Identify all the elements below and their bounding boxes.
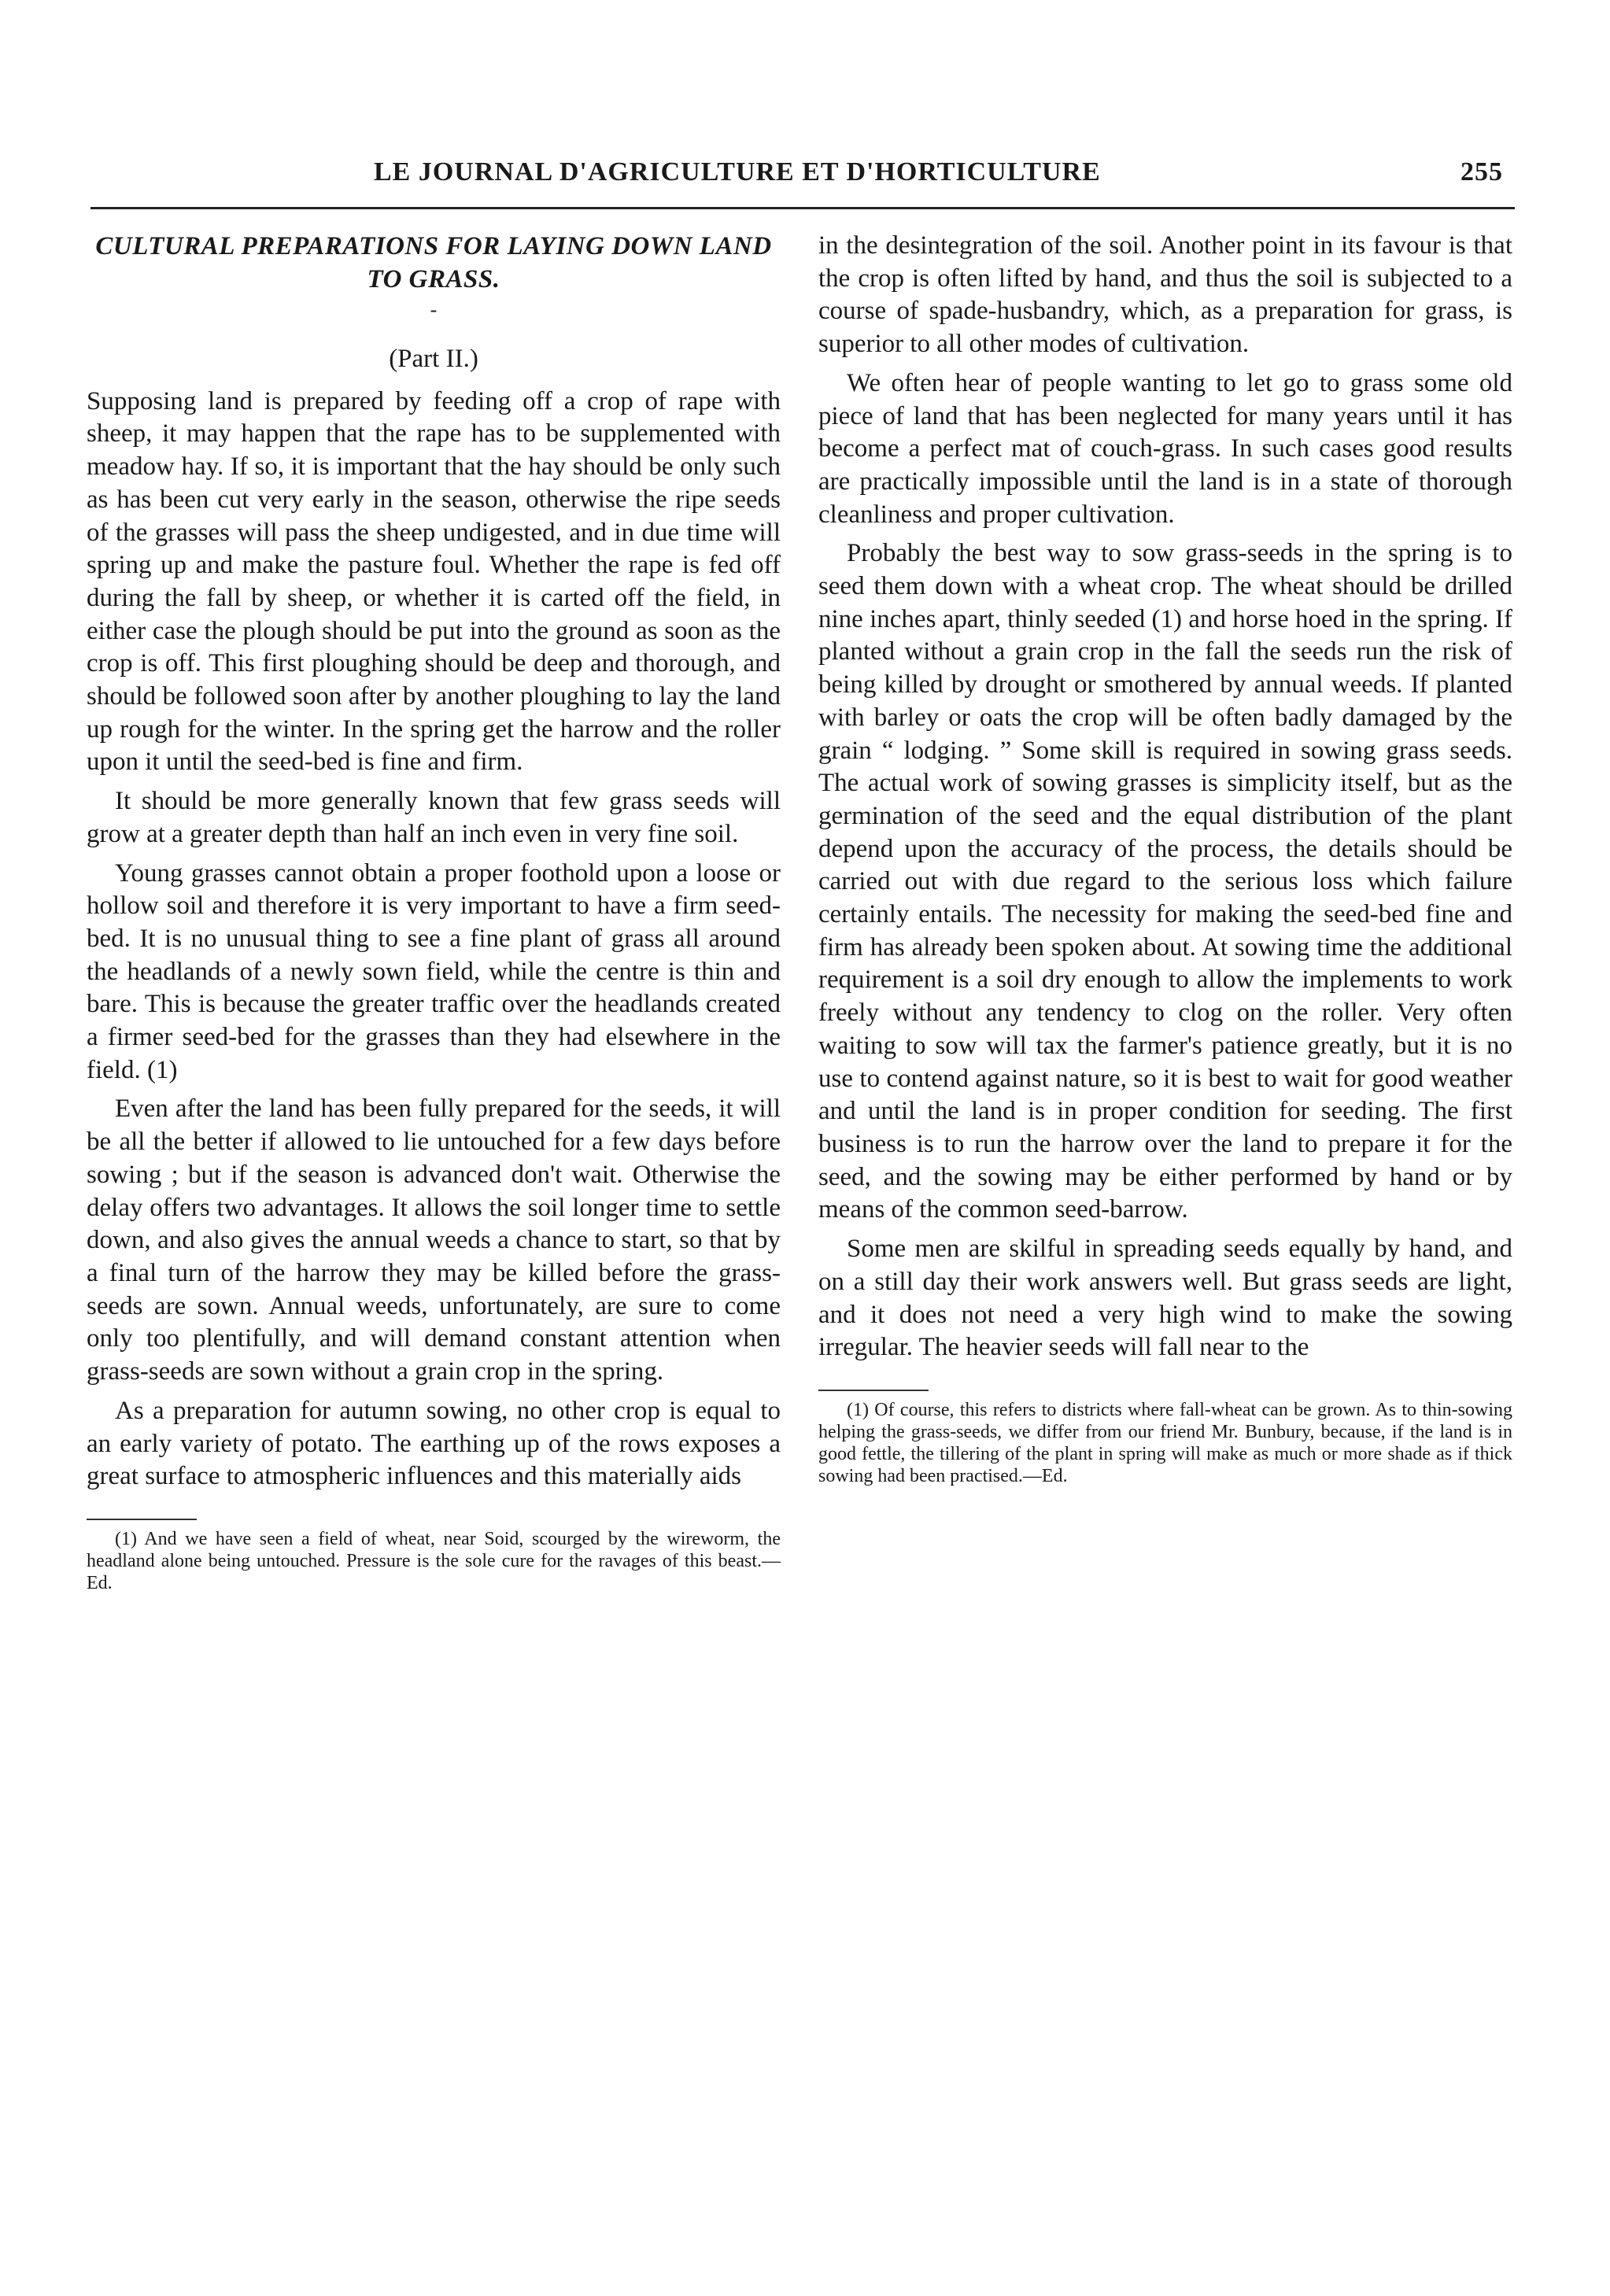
paragraph: We often hear of people wanting to let go to grass some old piece of land that has been neglected for many years until it has become a perfect mat of couch-grass. In such cases good results are practically impossible until the land is in a state of thorough cleanliness and proper cultivation. (818, 368, 1512, 529)
paragraph: Even after the land has been fully prepared for the seeds, it will be all the better if allowed to lie untouched for a few days before sowing ; but if the season is advanced don't wait. Otherwise the delay offers two advantages. It allows the soil longer time to settle down, and also gives the annual weeds a chance to start, so that by a final turn of the harrow they may be killed before the grass-seeds are sown. Annual weeds, unfortunately, are sure to come only too plentifully, and will demand constant attention when grass-seeds are sown without a grain crop in the spring. (87, 1094, 781, 1386)
paragraph: As a preparation for autumn sowing, no other crop is equal to an early variety of potato. The earthing up of the rows exposes a great surface to atmospheric influences and this materially aids (87, 1396, 781, 1491)
paragraph: Young grasses cannot obtain a proper foothold upon a loose or hollow soil and therefore it is very important to have a firm seed-bed. It is no unusual thing to see a fine plant of grass all around the headlands of a newly sown field, while the centre is thin and bare. This is because the greater traffic over the headlands created a firmer seed-bed for the grasses than they had elsewhere in the field. (1) (87, 858, 781, 1084)
title-dash: - (430, 298, 438, 321)
left-column (87, 230, 781, 1600)
paragraph: Some men are skilful in spreading seeds equally by hand, and on a still day their work answers well. But grass seeds are light, and it does not need a very high wind to make the sowing irregular. The heavier seeds will fall near to the (818, 1235, 1512, 1362)
paragraph: Probably the best way to sow grass-seeds in the spring is to seed them down with a wheat crop. The wheat should be drilled nine inches apart, thinly seeded (1) and horse hoed in the spring. If planted without a grain crop in the fall the seeds run the risk of being killed by drought or smothered by annual weeds. If planted with barley or oats the crop will be often badly damaged by the grain “ lodging. ” Some skill is required in sowing grass seeds. The actual work of sowing grasses is simplicity itself, but as the germination of the seed and the equal distribution of the plant depend upon the accuracy of the process, the details should be carried out with due regard to the serious loss which failure certainly entails. The necessity for making the seed-bed fine and firm has already been spoken about. At sowing time the additional requirement is a soil dry enough to allow the implements to work freely without any tendency to clog on the roller. Very often waiting to sow will tax the farmer's patience greatly, but it is no use to contend against nature, so it is best to wait for good weather and until the land is in proper condition for seeding. The first business is to run the harrow over the land to prepare it for the seed, and the sowing may be either performed by hand or by means of the common seed-barrow. (818, 539, 1512, 1224)
footnote-rule (87, 1519, 197, 1520)
paragraph: in the desintegration of the soil. Another point in its favour is that the crop is often lifted by hand, and thus the soil is subjected to a course of spade-husbandry, which, as a preparation for grass, is superior to all other modes of cultivation. (818, 231, 1512, 359)
journal-title: LE JOURNAL D'AGRICULTURE ET D'HORTICULTURE (374, 157, 1101, 186)
paragraph: Supposing land is prepared by feeding off a crop of rape with sheep, it may happen that the rape has to be supplemented with meadow hay. If so, it is important that the hay should be only such as has been cut very early in the season, otherwise the ripe seeds of the grasses will pass the sheep undigested, and in due time will spring up and make the pasture foul. Whether the rape is fed off during the fall by sheep, or whether it is carted off the field, in either case the plough should be put into the ground as soon as the crop is off. This first ploughing should be deep and thorough, and should be followed soon after by another ploughing to lay the land up rough for the winter. In the spring get the harrow and the roller upon it until the seed-bed is fine and firm. (87, 386, 781, 777)
article-title: CULTURAL PREPARATIONS FOR LAYING DOWN LAND TO GRASS. (95, 232, 772, 293)
paragraph: It should be more generally known that few grass seeds will grow at a greater depth than half an inch even in very fine soil. (87, 787, 781, 848)
footnote: (1) Of course, this refers to districts where fall-wheat can be grown. As to thin-sowing helping the grass-seeds, we differ from our friend Mr. Bunbury, because, if the land is in good fettle, the tillering of the plant in spring will make as much or more shade as if thick sowing had been practised.—Ed. (818, 1399, 1512, 1486)
running-head (181, 157, 1503, 197)
right-column (818, 230, 1512, 1493)
page-number: 255 (1460, 157, 1503, 186)
footnote: (1) And we have seen a field of wheat, near Soid, scourged by the wireworm, the headland alone being untouched. Pressure is the sole cure for the ravages of this beast.—Ed. (87, 1528, 781, 1593)
header-rule (90, 207, 1515, 209)
footnote-rule (818, 1390, 929, 1391)
part-heading: (Part II.) (389, 345, 478, 373)
